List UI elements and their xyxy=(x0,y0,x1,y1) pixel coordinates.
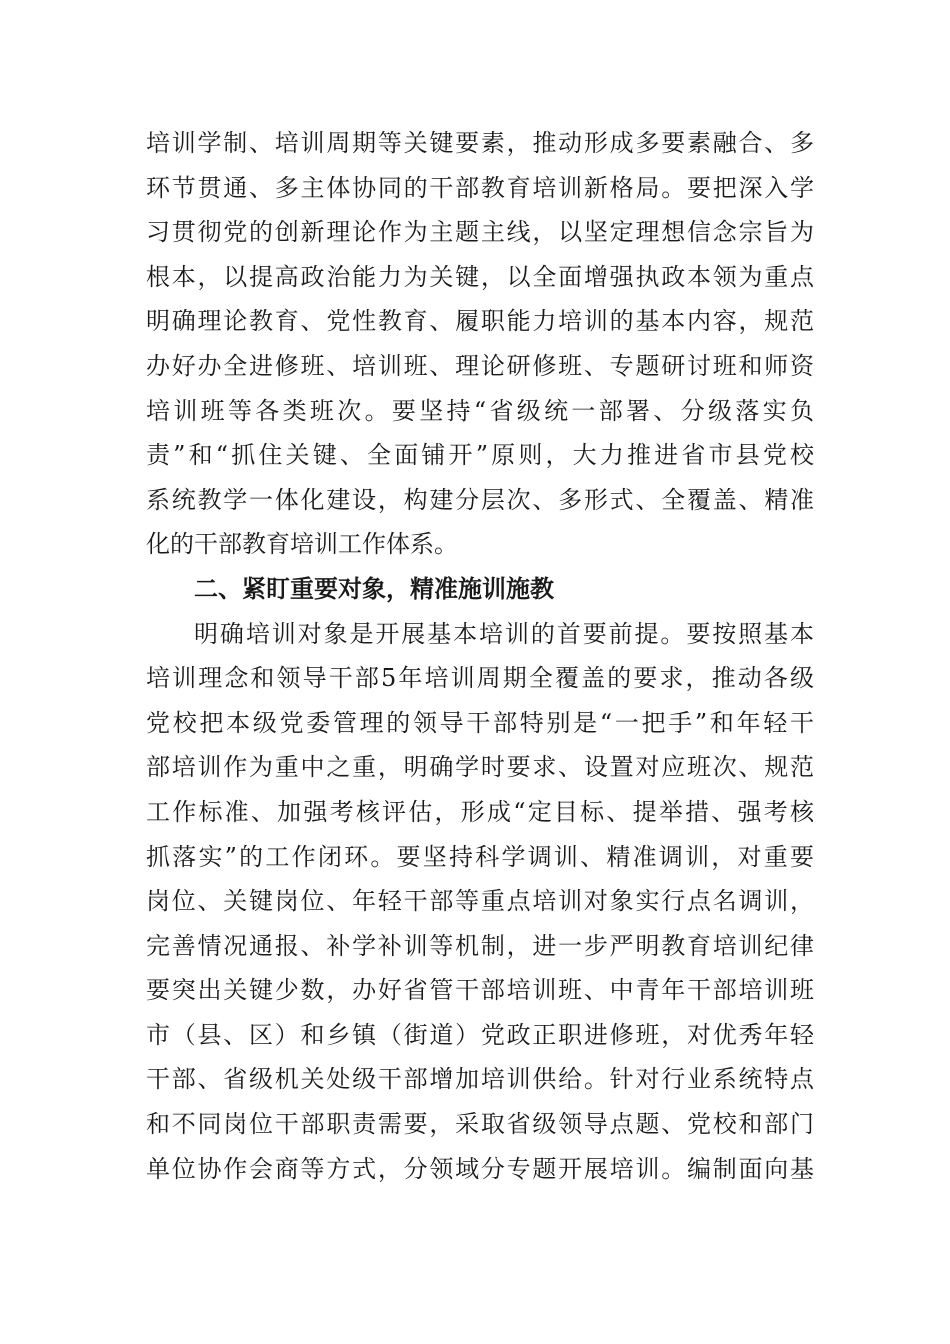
paragraph-1-line-10: 化的干部教育培训工作体系。 xyxy=(146,530,458,559)
paragraph-1-line-8: 责”和“抓住关键、全面铺开”原则，大力推进省市县党校 xyxy=(146,441,814,470)
paragraph-2 xyxy=(146,612,814,1192)
paragraph-2-line-3: 党校把本级党委管理的领导干部特别是“一把手”和年轻干 xyxy=(146,708,814,737)
paragraph-1-line-5: 明确理论教育、党性教育、履职能力培训的基本内容，规范 xyxy=(146,307,814,336)
paragraph-2-line-8: 完善情况通报、补学补训等机制，进一步严明教育培训纪律 xyxy=(146,931,814,960)
paragraph-2-line-10: 市（县、区）和乡镇（街道）党政正职进修班，对优秀年轻 xyxy=(146,1020,814,1049)
paragraph-1 xyxy=(146,121,814,567)
paragraph-1-line-7: 培训班等各类班次。要坚持“省级统一部署、分级落实负 xyxy=(146,396,814,425)
paragraph-2-line-11: 干部、省级机关处级干部增加培训供给。针对行业系统特点 xyxy=(146,1065,814,1094)
paragraph-2-line-5: 工作标准、加强考核评估，形成“定目标、提举措、强考核 xyxy=(146,797,814,826)
paragraph-1-line-9: 系统教学一体化建设，构建分层次、多形式、全覆盖、精准 xyxy=(146,485,814,514)
paragraph-2-line-2: 培训理念和领导干部5年培训周期全覆盖的要求，推动各级 xyxy=(146,664,814,693)
paragraph-2-line-1: 明确培训对象是开展基本培训的首要前提。要按照基本 xyxy=(194,619,814,648)
paragraph-1-line-3: 习贯彻党的创新理论作为主题主线，以坚定理想信念宗旨为 xyxy=(146,218,814,247)
paragraph-2-line-9: 要突出关键少数，办好省管干部培训班、中青年干部培训班 xyxy=(146,976,814,1005)
paragraph-1-line-1: 培训学制、培训周期等关键要素，推动形成多要素融合、多 xyxy=(146,129,814,157)
paragraph-1-line-4: 根本，以提高政治能力为关键，以全面增强执政本领为重点 xyxy=(146,262,814,291)
paragraph-2-line-13: 单位协作会商等方式，分领域分专题开展培训。编制面向基 xyxy=(146,1154,814,1183)
document-body xyxy=(146,121,814,1191)
paragraph-2-line-4: 部培训作为重中之重，明确学时要求、设置对应班次、规范 xyxy=(146,753,814,782)
section-heading: 二、紧盯重要对象，精准施训施教 xyxy=(194,574,554,603)
paragraph-2-line-12: 和不同岗位干部职责需要，采取省级领导点题、党校和部门 xyxy=(146,1110,814,1139)
paragraph-2-line-7: 岗位、关键岗位、年轻干部等重点培训对象实行点名调训， xyxy=(146,887,814,916)
paragraph-2-line-6: 抓落实”的工作闭环。要坚持科学调训、精准调训，对重要 xyxy=(146,842,814,871)
paragraph-1-line-2: 环节贯通、多主体协同的干部教育培训新格局。要把深入学 xyxy=(146,173,814,202)
paragraph-1-line-6: 办好办全进修班、培训班、理论研修班、专题研讨班和师资 xyxy=(146,351,814,380)
